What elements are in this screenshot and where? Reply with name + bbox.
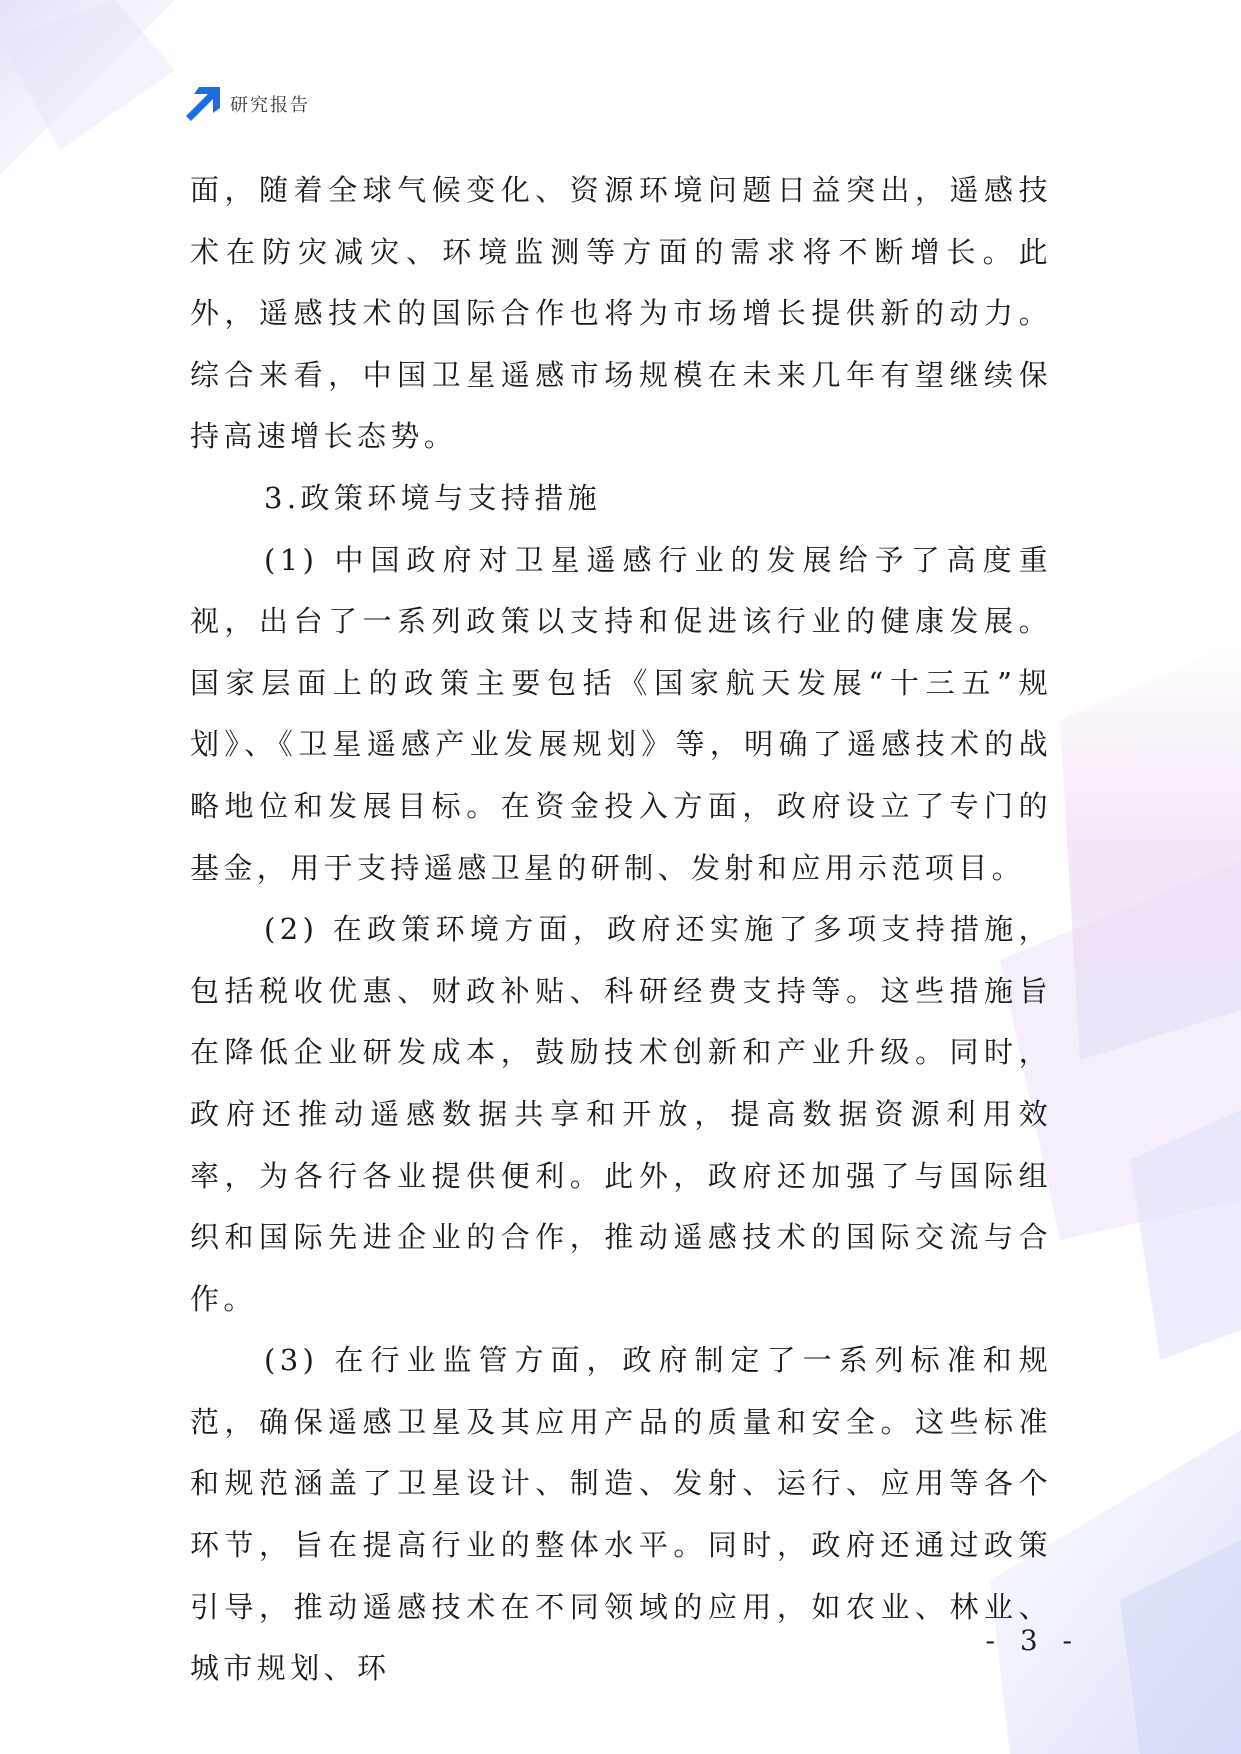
arrow-up-right-icon bbox=[186, 87, 220, 121]
paragraph-policy-3: (3) 在行业监管方面，政府制定了一系列标准和规范，确保遥感卫星及其应用产品的质量和安全。这些标准和规范涵盖了卫星设计、制造、发射、运行、应用等各个环节，旨在提高行业的整体水平。同时，政府还通过政策引导，推动遥感技术在不同领域的应用，如农业、林业、城市规划、环 bbox=[190, 1343, 1052, 1686]
header-title: 研究报告 bbox=[230, 95, 310, 116]
section-heading: 3.政策环境与支持措施 bbox=[264, 480, 602, 515]
document-body bbox=[190, 160, 1052, 1700]
report-header bbox=[186, 86, 310, 122]
paragraph-market-outlook: 面，随着全球气候变化、资源环境问题日益突出，遥感技术在防灾减灾、环境监测等方面的需求将不断增长。此外，遥感技术的国际合作也将为市场增长提供新的动力。综合来看，中国卫星遥感市场规模在未来几年有望继续保持高速增长态势。 bbox=[190, 173, 1052, 454]
paragraph-policy-2: (2) 在政策环境方面，政府还实施了多项支持措施，包括税收优惠、财政补贴、科研经费支持等。这些措施旨在降低企业研发成本，鼓励技术创新和产业升级。同时，政府还推动遥感数据共享和开放，提高数据资源利用效率，为各行各业提供便利。此外，政府还加强了与国际组织和国际先进企业的合作，推动遥感技术的国际交流与合作。 bbox=[190, 912, 1052, 1316]
page-number: - 3 - bbox=[985, 1624, 1080, 1657]
paragraph-policy-1: (1) 中国政府对卫星遥感行业的发展给予了高度重视，出台了一系列政策以支持和促进该行业的健康发展。国家层面上的政策主要包括《国家航天发展“十三五”规划》、《卫星遥感产业发展规划》等，明确了遥感技术的战略地位和发展目标。在资金投入方面，政府设立了专门的基金，用于支持遥感卫星的研制、发射和应用示范项目。 bbox=[190, 542, 1052, 885]
